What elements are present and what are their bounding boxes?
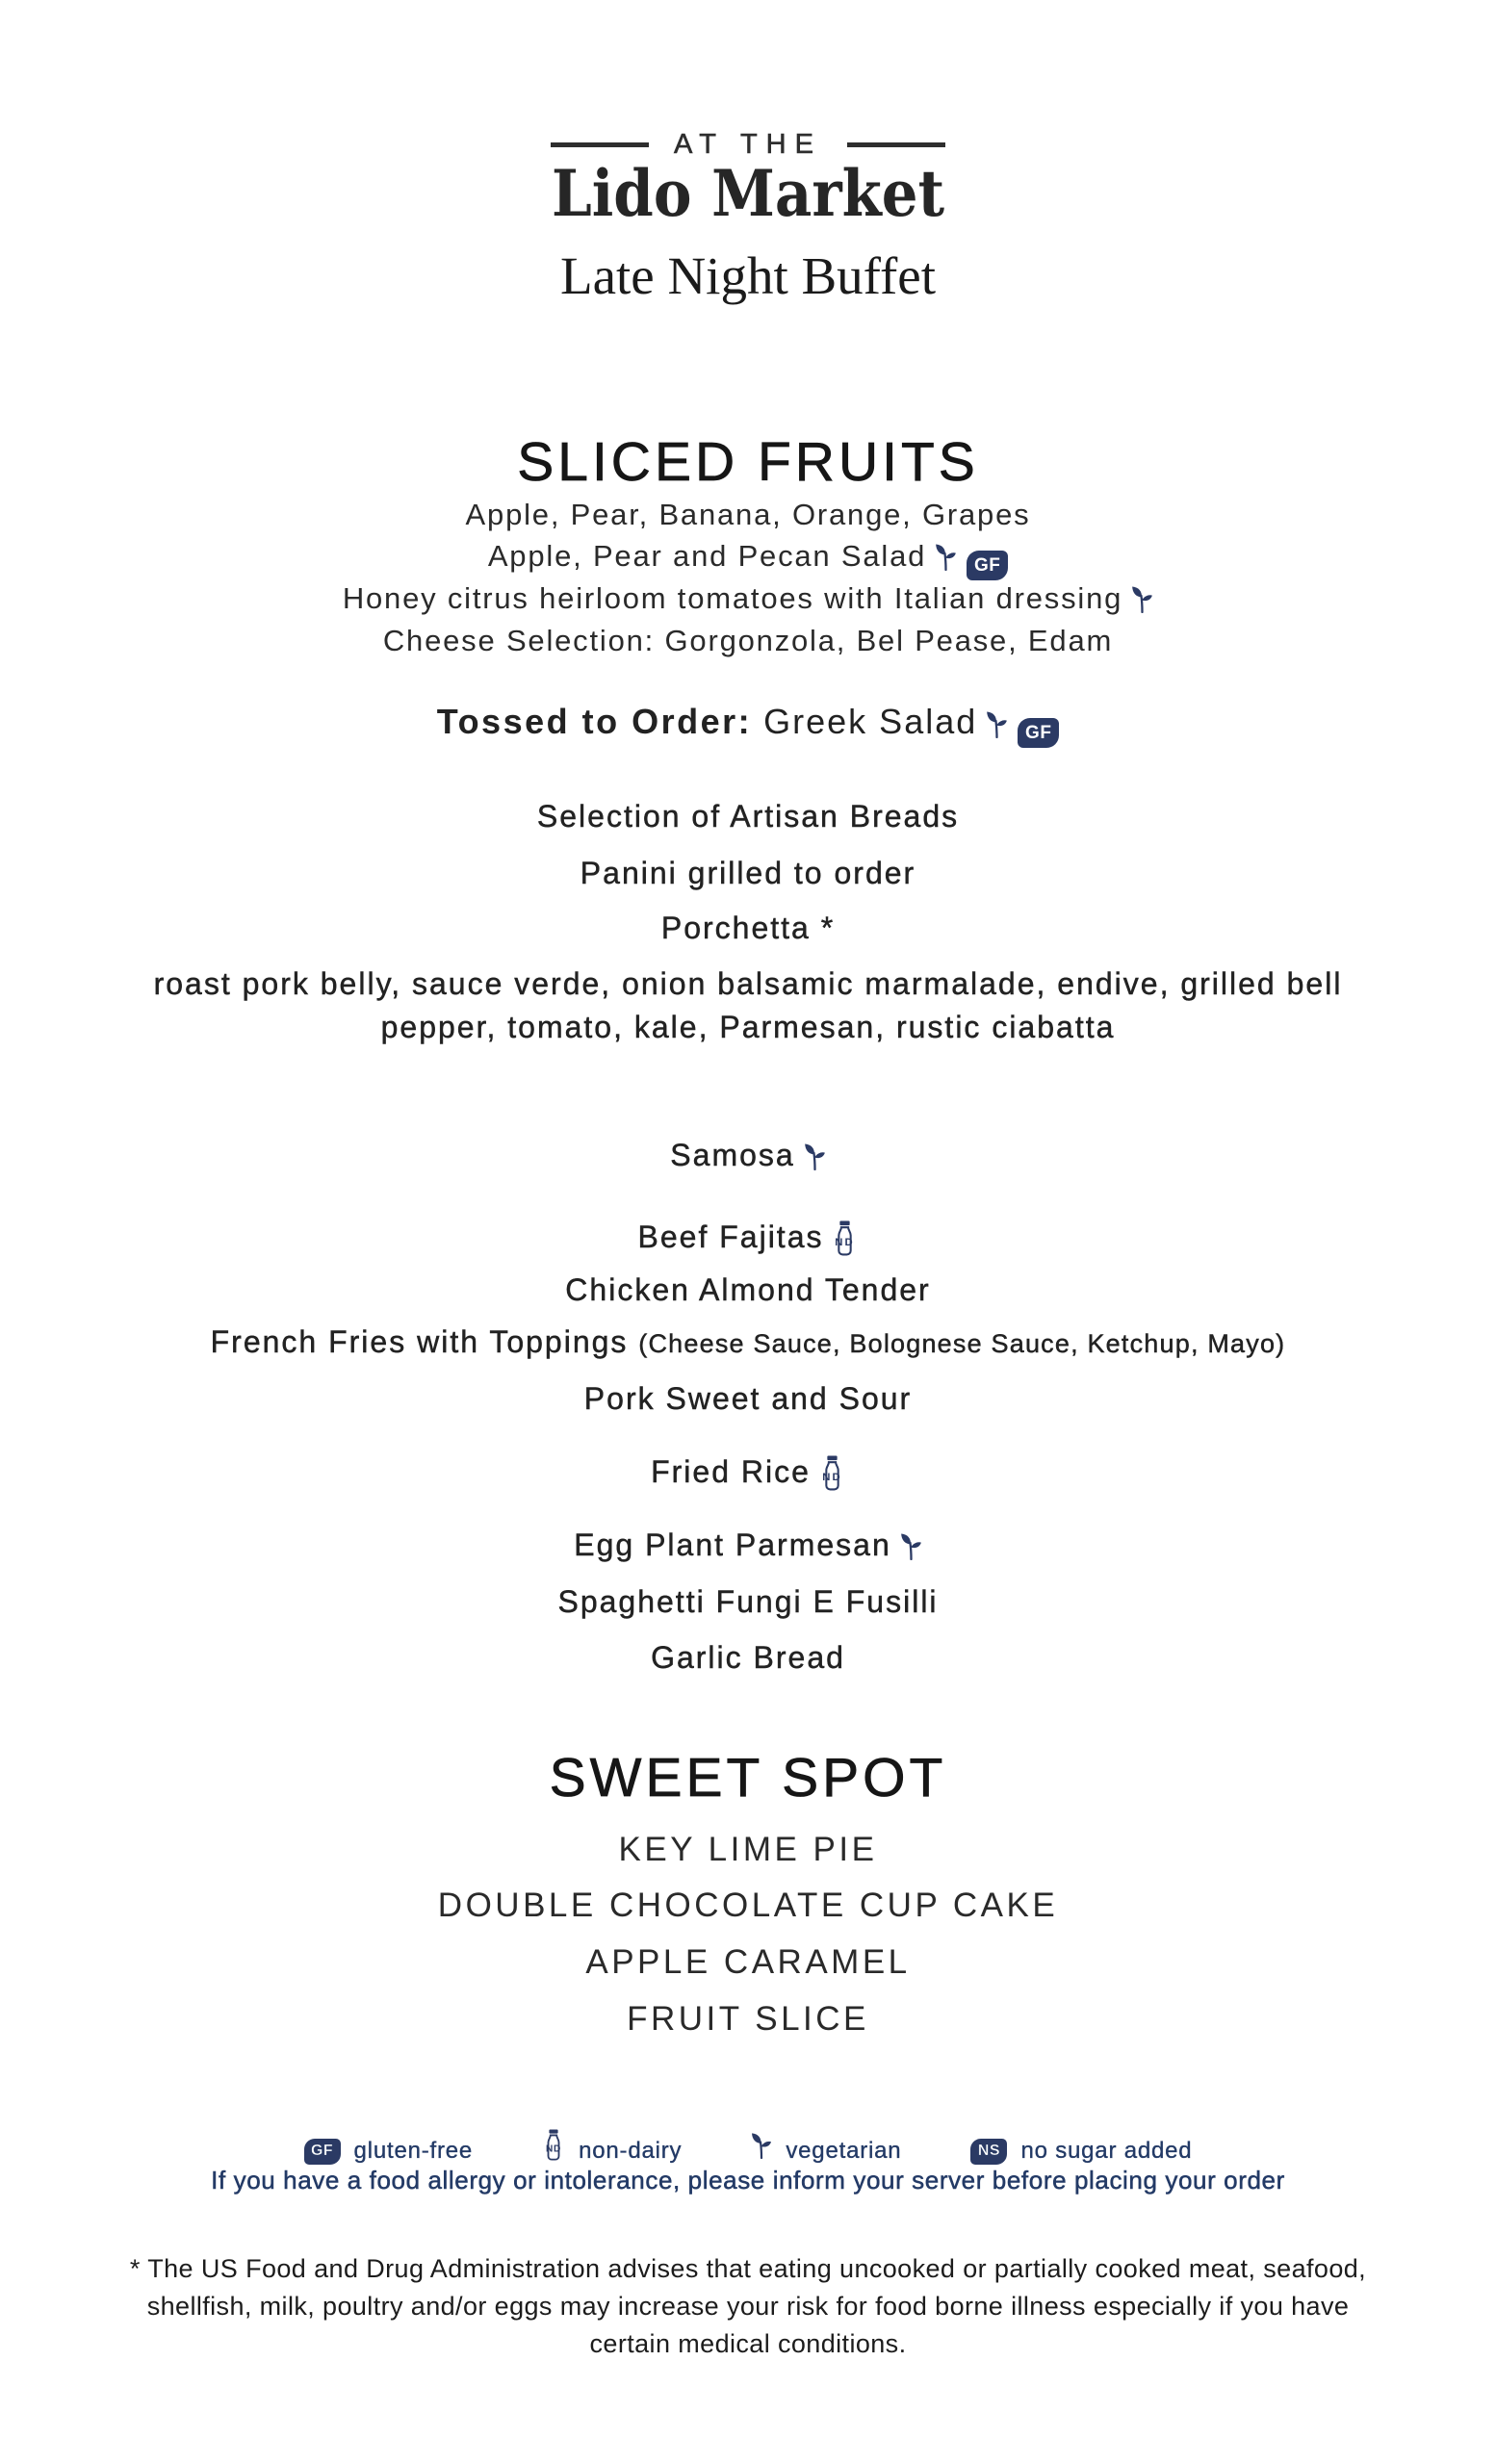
non-dairy-icon bbox=[819, 1455, 845, 1502]
gluten-free-badge bbox=[967, 551, 1008, 580]
porchetta-description bbox=[0, 962, 1496, 1049]
section-heading-sliced-fruits: SLICED FRUITS bbox=[517, 431, 979, 493]
menu-item bbox=[0, 1134, 1496, 1181]
tossed-to-order-label: Tossed to Order: bbox=[436, 702, 753, 741]
menu-item bbox=[0, 620, 1496, 662]
legend-label: non-dairy bbox=[579, 2138, 683, 2164]
menu-item bbox=[0, 1450, 1496, 1502]
vegetarian-icon bbox=[804, 1139, 826, 1181]
menu-item-text: Apple, Pear, Banana, Orange, Grapes bbox=[465, 498, 1031, 531]
menu-item bbox=[0, 1636, 1496, 1679]
eyebrow-rule-right bbox=[847, 142, 945, 147]
menu-item-text: Garlic Bread bbox=[651, 1640, 845, 1675]
page-subtitle: Late Night Buffet bbox=[560, 246, 936, 305]
menu-item-text: Spaghetti Fungi E Fusilli bbox=[557, 1584, 939, 1619]
menu-item-text: Beef Fajitas bbox=[637, 1219, 824, 1254]
menu-item-text: French Fries with Toppings bbox=[210, 1324, 629, 1359]
tossed-to-order-item: Greek Salad bbox=[763, 702, 978, 741]
fda-disclaimer-line: * The US Food and Drug Administration advises that eating uncooked or partially cooked meat, seafood, bbox=[129, 2254, 1367, 2283]
menu-item: APPLE CARAMEL bbox=[585, 1943, 911, 1981]
menu-item-text: Cheese Selection: Gorgonzola, Bel Pease, Edam bbox=[382, 624, 1114, 657]
menu-item bbox=[0, 1580, 1496, 1623]
menu-item: Selection of Artisan Breads bbox=[536, 799, 960, 834]
menu-item bbox=[0, 1269, 1496, 1311]
gluten-free-badge-label: GF bbox=[310, 2143, 334, 2159]
allergy-note: If you have a food allergy or intolerance, please inform your server before placing your order bbox=[211, 2166, 1285, 2194]
no-sugar-badge-label: NS bbox=[977, 2143, 1001, 2159]
non-dairy-icon bbox=[832, 1220, 858, 1267]
section-heading-sweet-spot: SWEET SPOT bbox=[549, 1747, 947, 1809]
menu-item bbox=[0, 494, 1496, 536]
menu-item-toppings: (Cheese Sauce, Bolognese Sauce, Ketchup, Mayo) bbox=[638, 1329, 1286, 1358]
fda-disclaimer bbox=[0, 2250, 1496, 2363]
gluten-free-badge bbox=[304, 2139, 341, 2165]
menu-item bbox=[0, 1377, 1496, 1420]
gluten-free-badge bbox=[1018, 718, 1059, 748]
menu-item: DOUBLE CHOCOLATE CUP CAKE bbox=[437, 1886, 1059, 1924]
vegetarian-icon bbox=[1131, 582, 1153, 625]
menu-item bbox=[0, 535, 1496, 582]
menu-item-text: Honey citrus heirloom tomatoes with Italian dressing bbox=[342, 581, 1123, 615]
menu-item-text: Apple, Pear and Pecan Salad bbox=[487, 539, 927, 573]
porchetta-description-text: roast pork belly, sauce verde, onion balsamic marmalade, endive, grilled bell pepper, tomato, kale, Parmesan, rustic ciabatta bbox=[153, 966, 1343, 1044]
legend-label: vegetarian bbox=[786, 2138, 902, 2164]
menu-item bbox=[0, 578, 1496, 625]
eyebrow-rule-left bbox=[551, 142, 649, 147]
menu-item bbox=[0, 1321, 1496, 1365]
fda-disclaimer-line: shellfish, milk, poultry and/or eggs may increase your risk for food borne illness especially if you have bbox=[146, 2292, 1350, 2321]
vegetarian-icon bbox=[935, 540, 957, 582]
menu-item-text: Pork Sweet and Sour bbox=[583, 1381, 913, 1416]
menu-item: Porchetta * bbox=[660, 911, 836, 945]
page-title: Lido Market bbox=[551, 156, 945, 231]
fda-disclaimer-line: certain medical conditions. bbox=[589, 2329, 907, 2358]
tossed-to-order-line bbox=[0, 700, 1496, 749]
menu-item-text: Chicken Almond Tender bbox=[565, 1272, 931, 1307]
menu-item bbox=[0, 1524, 1496, 1571]
eyebrow-text: AT THE bbox=[674, 129, 822, 160]
menu-item-text: Samosa bbox=[670, 1138, 795, 1172]
legend-label: gluten-free bbox=[353, 2138, 474, 2164]
gluten-free-badge-label: GF bbox=[973, 555, 1001, 576]
gluten-free-badge-label: GF bbox=[1025, 723, 1052, 743]
menu-item-text: Fried Rice bbox=[651, 1454, 811, 1489]
vegetarian-icon bbox=[986, 705, 1008, 749]
menu-item bbox=[0, 1216, 1496, 1267]
menu-item-text: Egg Plant Parmesan bbox=[574, 1527, 891, 1562]
menu-item: KEY LIME PIE bbox=[618, 1831, 878, 1868]
menu-item: Panini grilled to order bbox=[580, 856, 916, 890]
legend-label: no sugar added bbox=[1020, 2138, 1193, 2164]
no-sugar-badge bbox=[970, 2139, 1007, 2165]
menu-item: FRUIT SLICE bbox=[627, 2000, 869, 2038]
vegetarian-icon bbox=[900, 1528, 922, 1571]
